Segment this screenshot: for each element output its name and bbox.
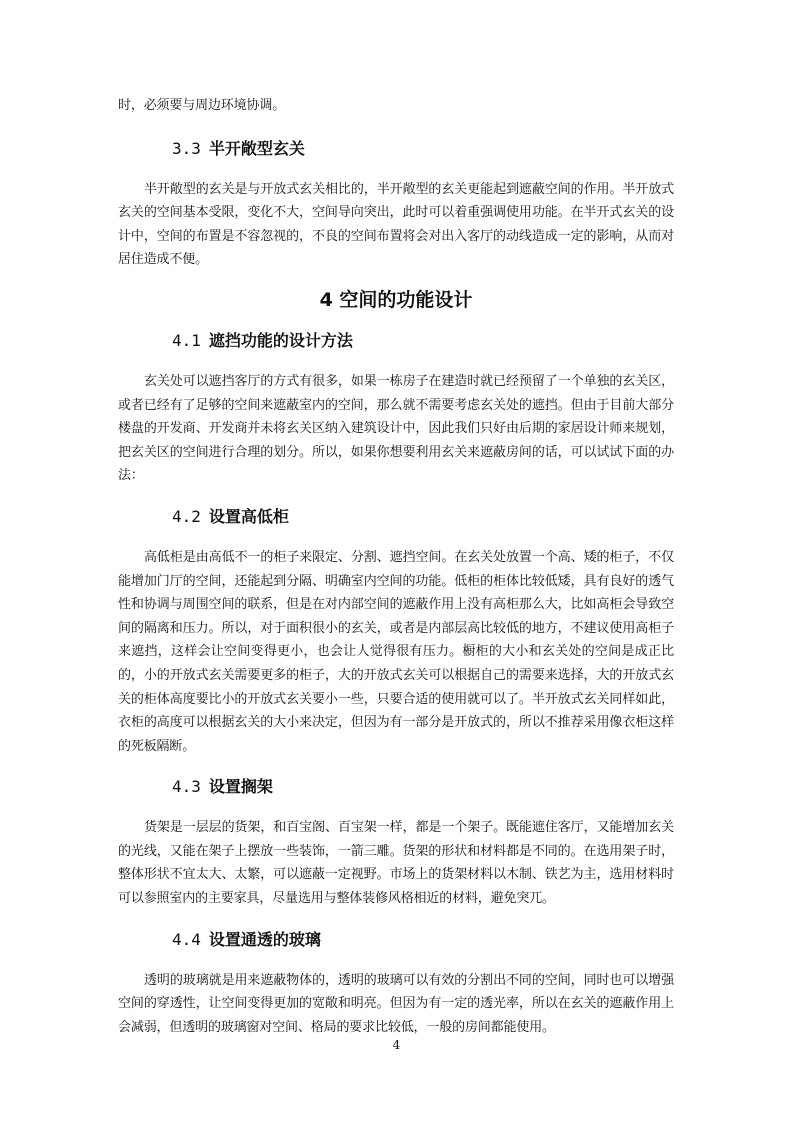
section-number: 4.2 — [172, 506, 201, 526]
section-paragraph-4-1: 玄关处可以遮挡客厅的方式有很多，如果一栋房子在建造时就已经预留了一个单独的玄关区，或者已经有了足够的空间来遮蔽室内的空间，那么就不需要考虑玄关处的遮挡。但由于目前大部分楼盘的开发商、开发商并未将玄关区纳入建筑设计中，因此我们只好由后期的家居设计师来规划，把玄关区的空间进行合理的划分。所以，如果你想要利用玄关来遮蔽房间的话，可以试试下面的办法： — [118, 373, 674, 484]
section-heading-3-3 — [118, 136, 674, 162]
section-number: 4.4 — [172, 929, 201, 949]
section-number: 3.3 — [172, 138, 201, 158]
section-title: 设置通透的玻璃 — [208, 929, 321, 949]
section-paragraph-4-2: 高低柜是由高低不一的柜子来限定、分割、遮挡空间。在玄关处放置一个高、矮的柜子，不仅能增加门厅的空间，还能起到分隔、明确室内空间的功能。低柜的柜体比较低矮，具有良好的透气性和协调与周围空间的联系，但是在对内部空间的遮蔽作用上没有高柜那么大，比如高柜会导致空间的隔离和压力。所以，对于面积很小的玄关，或者是内部层高比较低的地方，不建议使用高柜子来遮挡，这样会让空间变得更小，也会让人觉得很有压力。橱柜的大小和玄关处的空间是成正比的，小的开放式玄关需要更多的柜子，大的开放式玄关可以根据自己的需要来选择，大的开放式玄关的柜体高度要比小的开放式玄关要小一些，只要合适的使用就可以了。半开放式玄关同样如此，衣柜的高度可以根据玄关的大小来决定，但因为有一部分是开放式的，所以不推荐采用像衣柜这样的死板隔断。 — [118, 549, 674, 754]
intro-fragment: 时，必须要与周边环境协调。 — [118, 98, 286, 113]
section-paragraph-3-3: 半开敞型的玄关是与开放式玄关相比的，半开敞型的玄关更能起到遮蔽空间的作用。半开放式玄关的空间基本受限，变化不大，空间导向突出，此时可以着重强调使用功能。在半开式玄关的设计中，空间的布置是不容忽视的，不良的空间布置将会对出入客厅的动线造成一定的影响，从而对居住造成不便。 — [118, 181, 674, 268]
chapter-heading: 4 空间的功能设计 — [319, 288, 473, 311]
page-content — [118, 94, 674, 1039]
section-title: 设置搁架 — [208, 777, 273, 797]
section-paragraph-4-3: 货架是一层层的货架，和百宝阁、百宝架一样，都是一个架子。既能遮住客厅，又能增加玄关的光线，又能在架子上摆放一些装饰，一箭三雕。货架的形状和材料都是不同的。在选用架子时，整体形状不宜太大、太繁，可以遮蔽一定视野。市场上的货架材料以木制、铁艺为主，选用材料时可以参照室内的主要家具，尽量选用与整体装修风格相近的材料，避免突兀。 — [118, 820, 674, 907]
section-number: 4.3 — [172, 777, 201, 797]
section-heading-4-4 — [118, 927, 674, 953]
section-number: 4.1 — [172, 330, 201, 350]
section-title: 设置高低柜 — [208, 506, 289, 526]
section-title: 遮挡功能的设计方法 — [208, 330, 353, 350]
page-number: 4 — [392, 1038, 401, 1052]
section-title: 半开敞型玄关 — [208, 138, 305, 158]
section-heading-4-1 — [118, 328, 674, 354]
section-heading-4-2 — [118, 504, 674, 530]
section-paragraph-4-4: 透明的玻璃就是用来遮蔽物体的，透明的玻璃可以有效的分割出不同的空间，同时也可以增强空间的穿透性，让空间变得更加的宽敞和明亮。但因为有一定的透光率，所以在玄关的遮蔽作用上会减弱，但透明的玻璃窗对空间、格局的要求比较低，一般的房间都能使用。 — [118, 972, 674, 1035]
section-heading-4-3 — [118, 774, 674, 800]
